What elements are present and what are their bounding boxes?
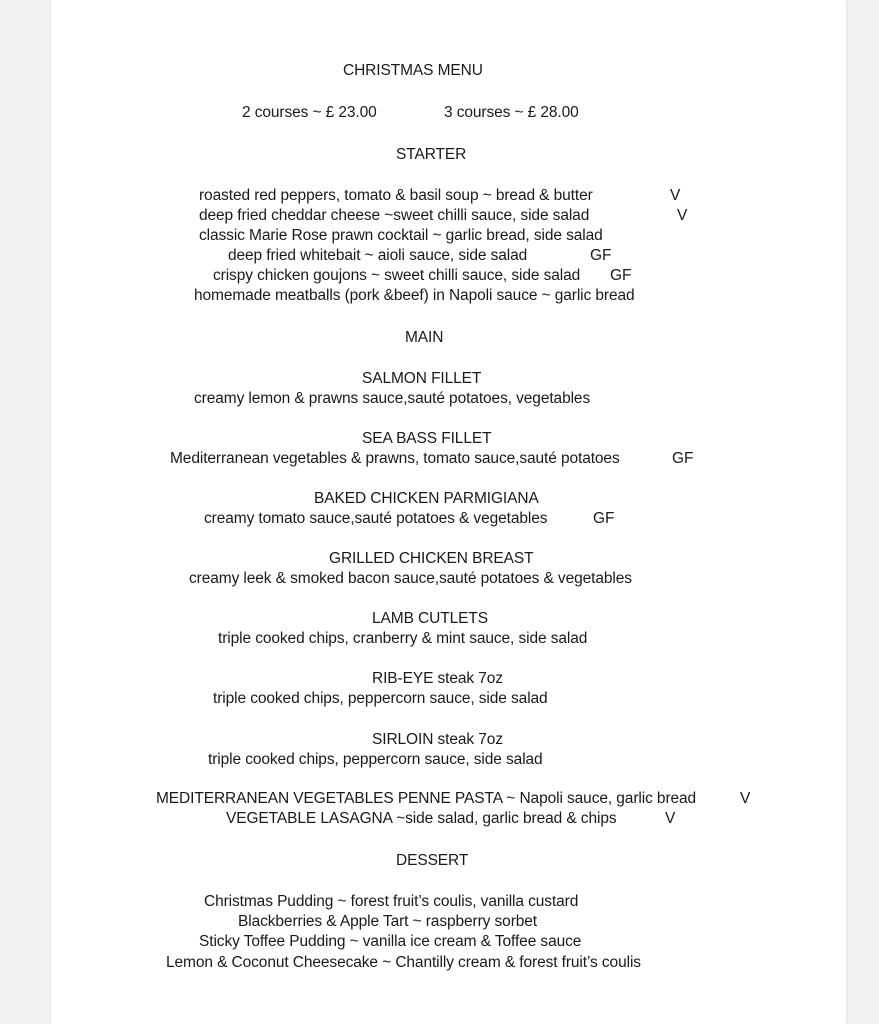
main-item-desc: triple cooked chips, peppercorn sauce, side salad [208,751,543,768]
dessert-item: Lemon & Coconut Cheesecake ~ Chantilly cream & forest fruit’s coulis [166,954,641,971]
section-heading-starter: STARTER [396,146,467,163]
starter-item: roasted red peppers, tomato & basil soup ~ bread & butter [199,187,593,204]
main-item-name: SIRLOIN steak 7oz [372,731,503,748]
veg-main-item: VEGETABLE LASAGNA ~side salad, garlic bread & chips [226,810,617,827]
main-item-desc: creamy lemon & prawns sauce,sauté potatoes, vegetables [194,390,591,407]
starter-item: crispy chicken goujons ~ sweet chilli sauce, side salad [213,267,581,284]
main-item-desc: Mediterranean vegetables & prawns, tomato sauce,sauté potatoes [170,450,620,467]
diet-tag: GF [672,450,694,467]
price-three-courses: 3 courses ~ £ 28.00 [444,104,579,121]
diet-tag: V [670,187,681,204]
starter-item: classic Marie Rose prawn cocktail ~ garlic bread, side salad [199,227,603,244]
main-item-desc: creamy tomato sauce,sauté potatoes & vegetables [204,510,548,527]
main-item-name: BAKED CHICKEN PARMIGIANA [314,490,539,507]
main-item-name: SEA BASS FILLET [362,430,492,447]
menu-title: CHRISTMAS MENU [343,62,483,79]
diet-tag: GF [593,510,615,527]
main-item-name: LAMB CUTLETS [372,610,488,627]
main-item-name: RIB-EYE steak 7oz [372,670,503,687]
main-item-desc: triple cooked chips, cranberry & mint sauce, side salad [218,630,588,647]
section-heading-main: MAIN [405,329,444,346]
diet-tag: GF [590,247,612,264]
main-item-name: GRILLED CHICKEN BREAST [329,550,534,567]
dessert-item: Christmas Pudding ~ forest fruit’s coulis, vanilla custard [204,893,579,910]
diet-tag: GF [610,267,632,284]
veg-main-item: MEDITERRANEAN VEGETABLES PENNE PASTA ~ Napoli sauce, garlic bread [156,790,697,807]
diet-tag: V [677,207,688,224]
diet-tag: V [665,810,676,827]
section-heading-dessert: DESSERT [396,852,469,869]
diet-tag: V [740,790,751,807]
main-item-desc: creamy leek & smoked bacon sauce,sauté potatoes & vegetables [189,570,632,587]
dessert-item: Sticky Toffee Pudding ~ vanilla ice cream & Toffee sauce [199,933,582,950]
dessert-item: Blackberries & Apple Tart ~ raspberry sorbet [238,913,538,930]
main-item-desc: triple cooked chips, peppercorn sauce, side salad [213,690,548,707]
starter-item: deep fried cheddar cheese ~sweet chilli sauce, side salad [199,207,590,224]
price-two-courses: 2 courses ~ £ 23.00 [242,104,377,121]
main-item-name: SALMON FILLET [362,370,482,387]
starter-item: homemade meatballs (pork &beef) in Napoli sauce ~ garlic bread [194,287,635,304]
starter-item: deep fried whitebait ~ aioli sauce, side salad [228,247,528,264]
